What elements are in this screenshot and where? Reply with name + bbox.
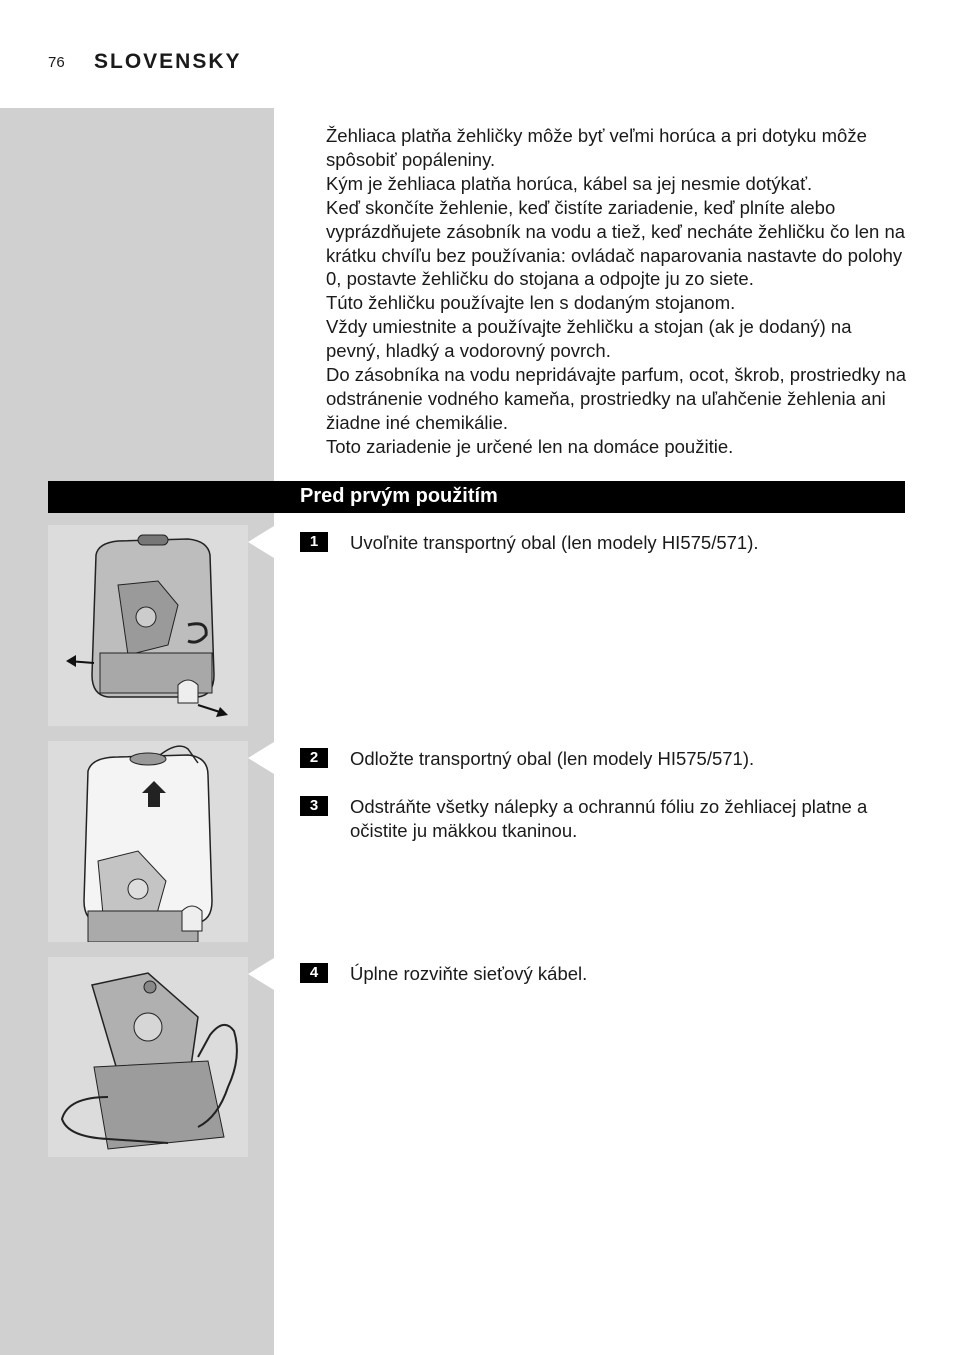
intro-paragraph: Toto zariadenie je určené len na domáce použitie. <box>326 435 734 457</box>
intro-paragraph: Kým je žehliaca platňa horúca, kábel sa jej nesmie dotýkať. <box>326 172 813 194</box>
step-text: Uvoľnite transportný obal (len modely HI575/571). <box>350 532 759 553</box>
intro-paragraph: Keď skončíte žehlenie, keď čistíte zariadenie, keď plníte alebo vyprázdňujete zásobník na vodu a tiež, keď necháte žehličku čo len na krátku chvíľu bez používania: ovládač naparovania nastavte do polohy 0, postavte žehličku do stojana a odpojte ju zo siete. <box>326 196 906 290</box>
section-header <box>48 481 905 513</box>
step-item <box>300 795 906 843</box>
left-margin-column <box>0 108 274 1355</box>
page-number: 76 <box>48 54 65 71</box>
language-heading: SLOVENSKY <box>94 50 242 73</box>
intro-paragraph: Vždy umiestnite a používajte žehličku a stojan (ak je dodaný) na pevný, hladký a vodorovný povrch. <box>326 316 852 362</box>
step-item <box>300 531 906 555</box>
illustration-pointer <box>248 958 274 990</box>
step-number: 1 <box>300 532 328 552</box>
step-number: 4 <box>300 963 328 983</box>
step-text: Úplne rozviňte sieťový kábel. <box>350 963 588 984</box>
step-text: Odložte transportný obal (len modely HI575/571). <box>350 748 755 769</box>
illustration-pointer <box>248 742 274 774</box>
step-item <box>300 962 906 986</box>
unlock-transport-cover-illustration <box>48 525 248 726</box>
step-number: 2 <box>300 748 328 768</box>
unwind-cord-illustration <box>48 957 248 1157</box>
safety-text <box>326 124 906 459</box>
remove-transport-cover-illustration <box>48 741 248 942</box>
intro-paragraph: Do zásobníka na vodu nepridávajte parfum, ocot, škrob, prostriedky na odstránenie vodného kameňa, prostriedky na uľahčenie žehlenia ani žiadne iné chemikálie. <box>326 364 906 433</box>
intro-paragraph: Túto žehličku používajte len s dodaným stojanom. <box>326 292 736 314</box>
illustration-pointer <box>248 526 274 558</box>
step-text: Odstráňte všetky nálepky a ochrannú fóliu zo žehliacej platne a očistite ju mäkkou tkaninou. <box>350 796 868 841</box>
step-item <box>300 747 906 771</box>
step-number: 3 <box>300 796 328 816</box>
section-title: Pred prvým použitím <box>300 485 498 507</box>
intro-paragraph: Žehliaca platňa žehličky môže byť veľmi horúca a pri dotyku môže spôsobiť popáleniny. <box>326 125 867 170</box>
